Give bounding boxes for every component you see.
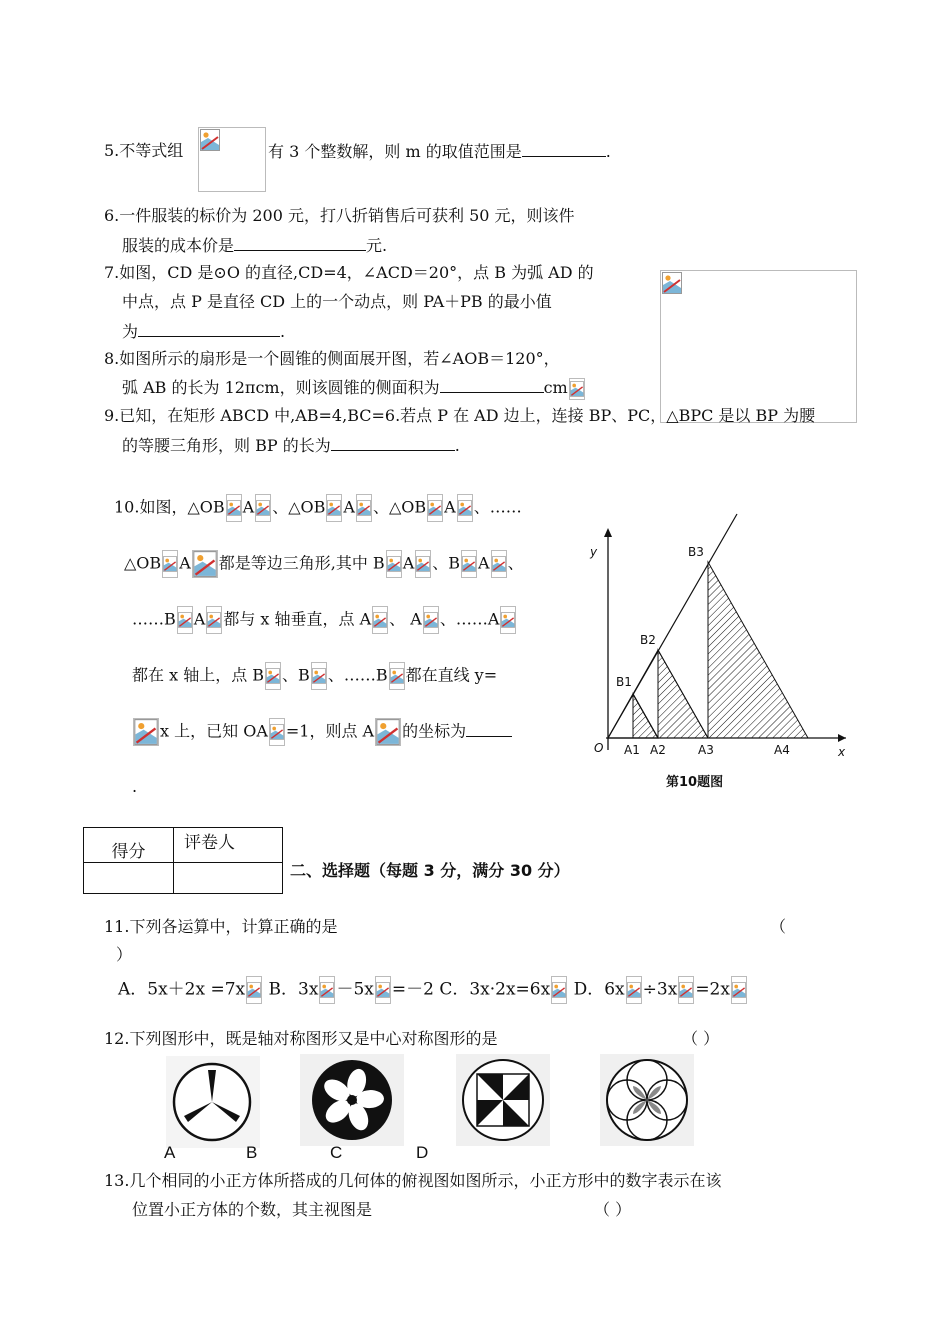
- figure-caption: 第10题图: [666, 775, 724, 790]
- b3-label: B3: [688, 545, 704, 559]
- triangle-3: [708, 562, 808, 738]
- answer-paren-13[interactable]: （ ）: [594, 1200, 632, 1219]
- label-c: C: [330, 1143, 343, 1162]
- answer-paren-12[interactable]: （ ）: [682, 1029, 720, 1048]
- figure-10: [576, 510, 914, 800]
- superscript-image-icon: [320, 977, 334, 1003]
- subscript-image-icon: [416, 551, 430, 577]
- subscript-image-icon: [207, 607, 221, 633]
- a4-label: A4: [774, 743, 790, 757]
- label-a: A: [164, 1143, 176, 1162]
- question-10-line4: 都在 x 轴上，点 B 、B 、……B 都在直线 y=: [132, 662, 497, 690]
- question-10-line6: .: [132, 777, 138, 796]
- subscript-image-icon: [492, 551, 506, 577]
- question-6-line1: 6.一件服装的标价为 200 元，打八折销售后可获利 50 元，则该件: [104, 206, 575, 225]
- option-d: D．6x: [573, 979, 625, 1000]
- subscript-image-icon: [458, 495, 472, 521]
- question-7-line3: 为 .: [122, 322, 286, 341]
- q5-prefix: 5.不等式组: [104, 141, 184, 160]
- question-5-rest: 有 3 个整数解，则 m 的取值范围是 .: [268, 142, 611, 161]
- answer-paren-11-close[interactable]: ）: [116, 945, 133, 964]
- broken-image-icon: [200, 129, 220, 151]
- subscript-image-icon: [193, 551, 217, 577]
- superscript-image: [569, 378, 585, 400]
- question-9-line1: 9.已知，在矩形 ABCD 中,AB=4,BC=6.若点 P 在 AD 边上，连接 BP、PC，△BPC 是以 BP 为腰: [104, 406, 816, 425]
- question-5: [104, 140, 183, 162]
- answer-paren-11-open[interactable]: （: [770, 917, 787, 936]
- subscript-image-icon: [390, 663, 404, 689]
- subscript-image-icon: [327, 495, 341, 521]
- subscript-image-icon: [163, 551, 177, 577]
- question-13-line2: 位置小正方体的个数，其主视图是: [132, 1200, 373, 1219]
- answer-blank-6[interactable]: [234, 234, 366, 251]
- question-11-stem: 11.下列各运算中，计算正确的是: [104, 917, 338, 936]
- figure-option-d: [600, 1054, 694, 1146]
- y-label: y: [590, 545, 598, 559]
- superscript-image-icon: [627, 977, 641, 1003]
- sqrt-image-icon: [134, 719, 158, 745]
- subscript-image-icon: [312, 663, 326, 689]
- subscript-image-icon: [256, 495, 270, 521]
- subscript-image-icon: [373, 607, 387, 633]
- question-8-line1: 8.如图所示的扇形是一个圆锥的侧面展开图，若∠AOB＝120°，: [104, 349, 560, 368]
- grader-label: 评卷人: [174, 828, 283, 863]
- grader-cell[interactable]: [174, 863, 283, 894]
- question-7-line1: 7.如图，CD 是⊙O 的直径,CD=4，∠ACD＝20°，点 B 为弧 AD 的: [104, 263, 594, 282]
- subscript-image-icon: [227, 495, 241, 521]
- origin-label: O: [594, 741, 604, 755]
- subscript-image-icon: [462, 551, 476, 577]
- question-10-line5: x 上，已知 OA =1，则点 A 的坐标为: [132, 718, 512, 746]
- superscript-image-icon: [552, 977, 566, 1003]
- answer-blank-8[interactable]: [440, 376, 544, 393]
- subscript-image-icon: [178, 607, 192, 633]
- circle-figure-image: [660, 270, 857, 423]
- superscript-image-icon: [247, 977, 261, 1003]
- a3-label: A3: [698, 743, 714, 757]
- a1-label: A1: [624, 743, 640, 757]
- figure-option-a: [166, 1056, 260, 1148]
- superscript-image-icon: [679, 977, 693, 1003]
- question-12-stem: 12.下列图形中，既是轴对称图形又是中心对称图形的是: [104, 1029, 498, 1048]
- x-label: x: [838, 745, 846, 759]
- broken-image-icon: [570, 379, 584, 399]
- superscript-image-icon: [732, 977, 746, 1003]
- answer-blank-5[interactable]: [522, 140, 606, 157]
- score-table: [83, 827, 283, 894]
- figure-option-b: [300, 1054, 404, 1146]
- subscript-image-icon: [387, 551, 401, 577]
- section-2-title: 二、选择题（每题 3 分，满分 30 分）: [290, 861, 570, 880]
- superscript-image-icon: [376, 977, 390, 1003]
- label-d: D: [416, 1143, 429, 1162]
- subscript-image-icon: [376, 719, 400, 745]
- subscript-image-icon: [270, 719, 284, 745]
- subscript-image-icon: [266, 663, 280, 689]
- subscript-image-icon: [424, 607, 438, 633]
- question-9-line2: 的等腰三角形，则 BP 的长为 .: [122, 436, 460, 455]
- option-c: C．3x·2x=6x: [439, 979, 551, 1000]
- subscript-image-icon: [357, 495, 371, 521]
- score-cell[interactable]: [84, 863, 174, 894]
- label-b: B: [246, 1143, 258, 1162]
- subscript-image-icon: [428, 495, 442, 521]
- score-label: 得分: [84, 828, 174, 863]
- broken-image-icon: [662, 272, 682, 294]
- question-8-line2: 弧 AB 的长为 12πcm，则该圆锥的侧面积为 cm: [122, 376, 586, 400]
- answer-blank-9[interactable]: [331, 434, 455, 451]
- answer-blank-7[interactable]: [138, 320, 280, 337]
- question-10-line2: △OB A 都是等边三角形,其中 B A 、B A 、: [124, 550, 524, 578]
- question-7-line2: 中点，点 P 是直径 CD 上的一个动点，则 PA＋PB 的最小值: [122, 292, 552, 311]
- answer-blank-10[interactable]: [466, 720, 512, 737]
- question-10-line1: 10.如图，△OB A 、△OB A 、△OB A 、……: [114, 494, 522, 522]
- b1-label: B1: [616, 675, 632, 689]
- figure-option-c: [456, 1054, 550, 1146]
- a2-label: A2: [650, 743, 666, 757]
- question-11-options: A．5x＋2x =7x B．3x －5x =－2 C．3x·2x=6x D．6x ÷3x =2x: [118, 976, 748, 1004]
- subscript-image-icon: [501, 607, 515, 633]
- option-a: A．5x＋2x =7x: [118, 979, 246, 1000]
- inequality-image: [198, 127, 266, 192]
- question-10-line3: ……B A 都与 x 轴垂直，点 A 、 A 、……A: [132, 606, 517, 634]
- question-13-line1: 13.几个相同的小正方体所搭成的几何体的俯视图如图所示，小正方形中的数字表示在该: [104, 1171, 722, 1190]
- option-b: B．3x: [268, 979, 319, 1000]
- b2-label: B2: [640, 633, 656, 647]
- question-6-line2: 服装的成本价是 元.: [122, 236, 388, 255]
